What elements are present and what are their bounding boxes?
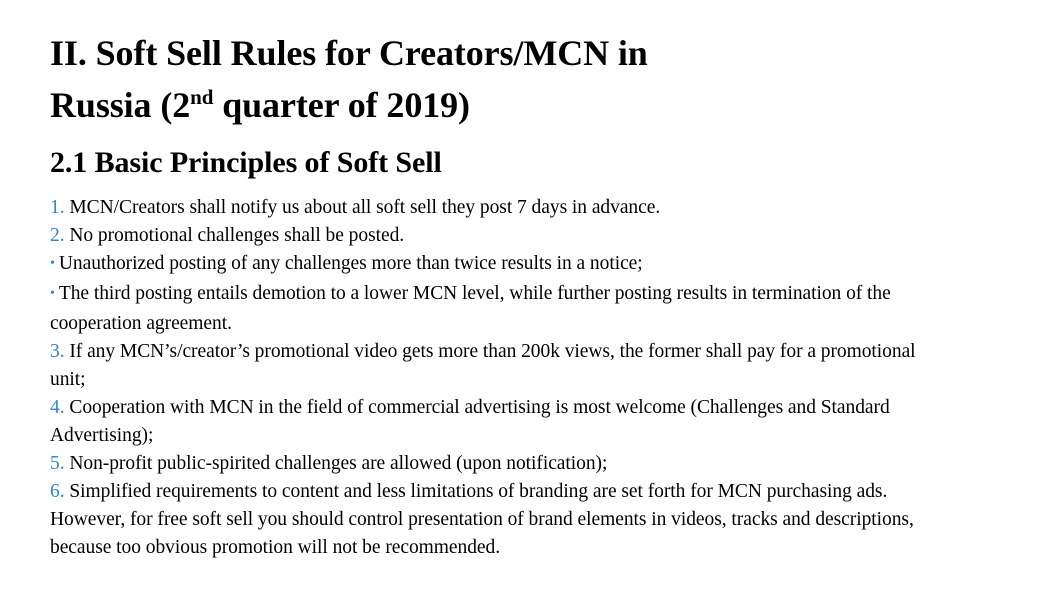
item-text: If any MCN’s/creator’s promotional video gets more than 200k views, the former shall pay for a promotional unit; — [50, 341, 916, 390]
list-item-4 — [50, 394, 950, 450]
title-line-1: II. Soft Sell Rules for Creators/MCN in — [50, 33, 648, 73]
title-line-2-prefix: Russia (2 — [50, 85, 191, 125]
item-number: 1. — [50, 197, 65, 218]
bullet-item-1 — [50, 250, 950, 280]
bullet-icon: • — [50, 286, 55, 301]
item-number: 4. — [50, 397, 65, 418]
ordinal-suffix: nd — [190, 85, 214, 109]
item-text: Cooperation with MCN in the field of commercial advertising is most welcome (Challenges and Standard Advertising); — [50, 397, 890, 446]
document-page — [50, 27, 950, 562]
title-line-2-suffix: quarter of 2019) — [213, 85, 470, 125]
item-text: The third posting entails demotion to a lower MCN level, while further posting results in termination of the cooperation agreement. — [50, 283, 891, 334]
item-text: Non-profit public-spirited challenges are allowed (upon notification); — [69, 453, 608, 474]
item-number: 3. — [50, 341, 65, 362]
item-number: 5. — [50, 453, 65, 474]
item-number: 6. — [50, 481, 65, 502]
page-title — [50, 27, 950, 131]
list-item-1 — [50, 194, 950, 222]
section-heading: 2.1 Basic Principles of Soft Sell — [50, 146, 442, 179]
bullet-icon: • — [50, 256, 55, 271]
list-item-3 — [50, 338, 950, 394]
principles-list — [50, 194, 950, 562]
item-text: MCN/Creators shall notify us about all soft sell they post 7 days in advance. — [69, 197, 661, 218]
list-item-2 — [50, 222, 950, 250]
item-text: Simplified requirements to content and less limitations of branding are set forth for MCN purchasing ads. However, for free soft sell you should control presentation of brand elements in videos, tracks and descriptions, because too obvious promotion will not be recommended. — [50, 481, 914, 558]
item-number: 2. — [50, 225, 65, 246]
item-text: No promotional challenges shall be posted. — [69, 225, 405, 246]
list-item-6 — [50, 478, 950, 562]
bullet-item-2 — [50, 280, 950, 338]
list-item-5 — [50, 450, 950, 478]
item-text: Unauthorized posting of any challenges more than twice results in a notice; — [58, 253, 643, 274]
